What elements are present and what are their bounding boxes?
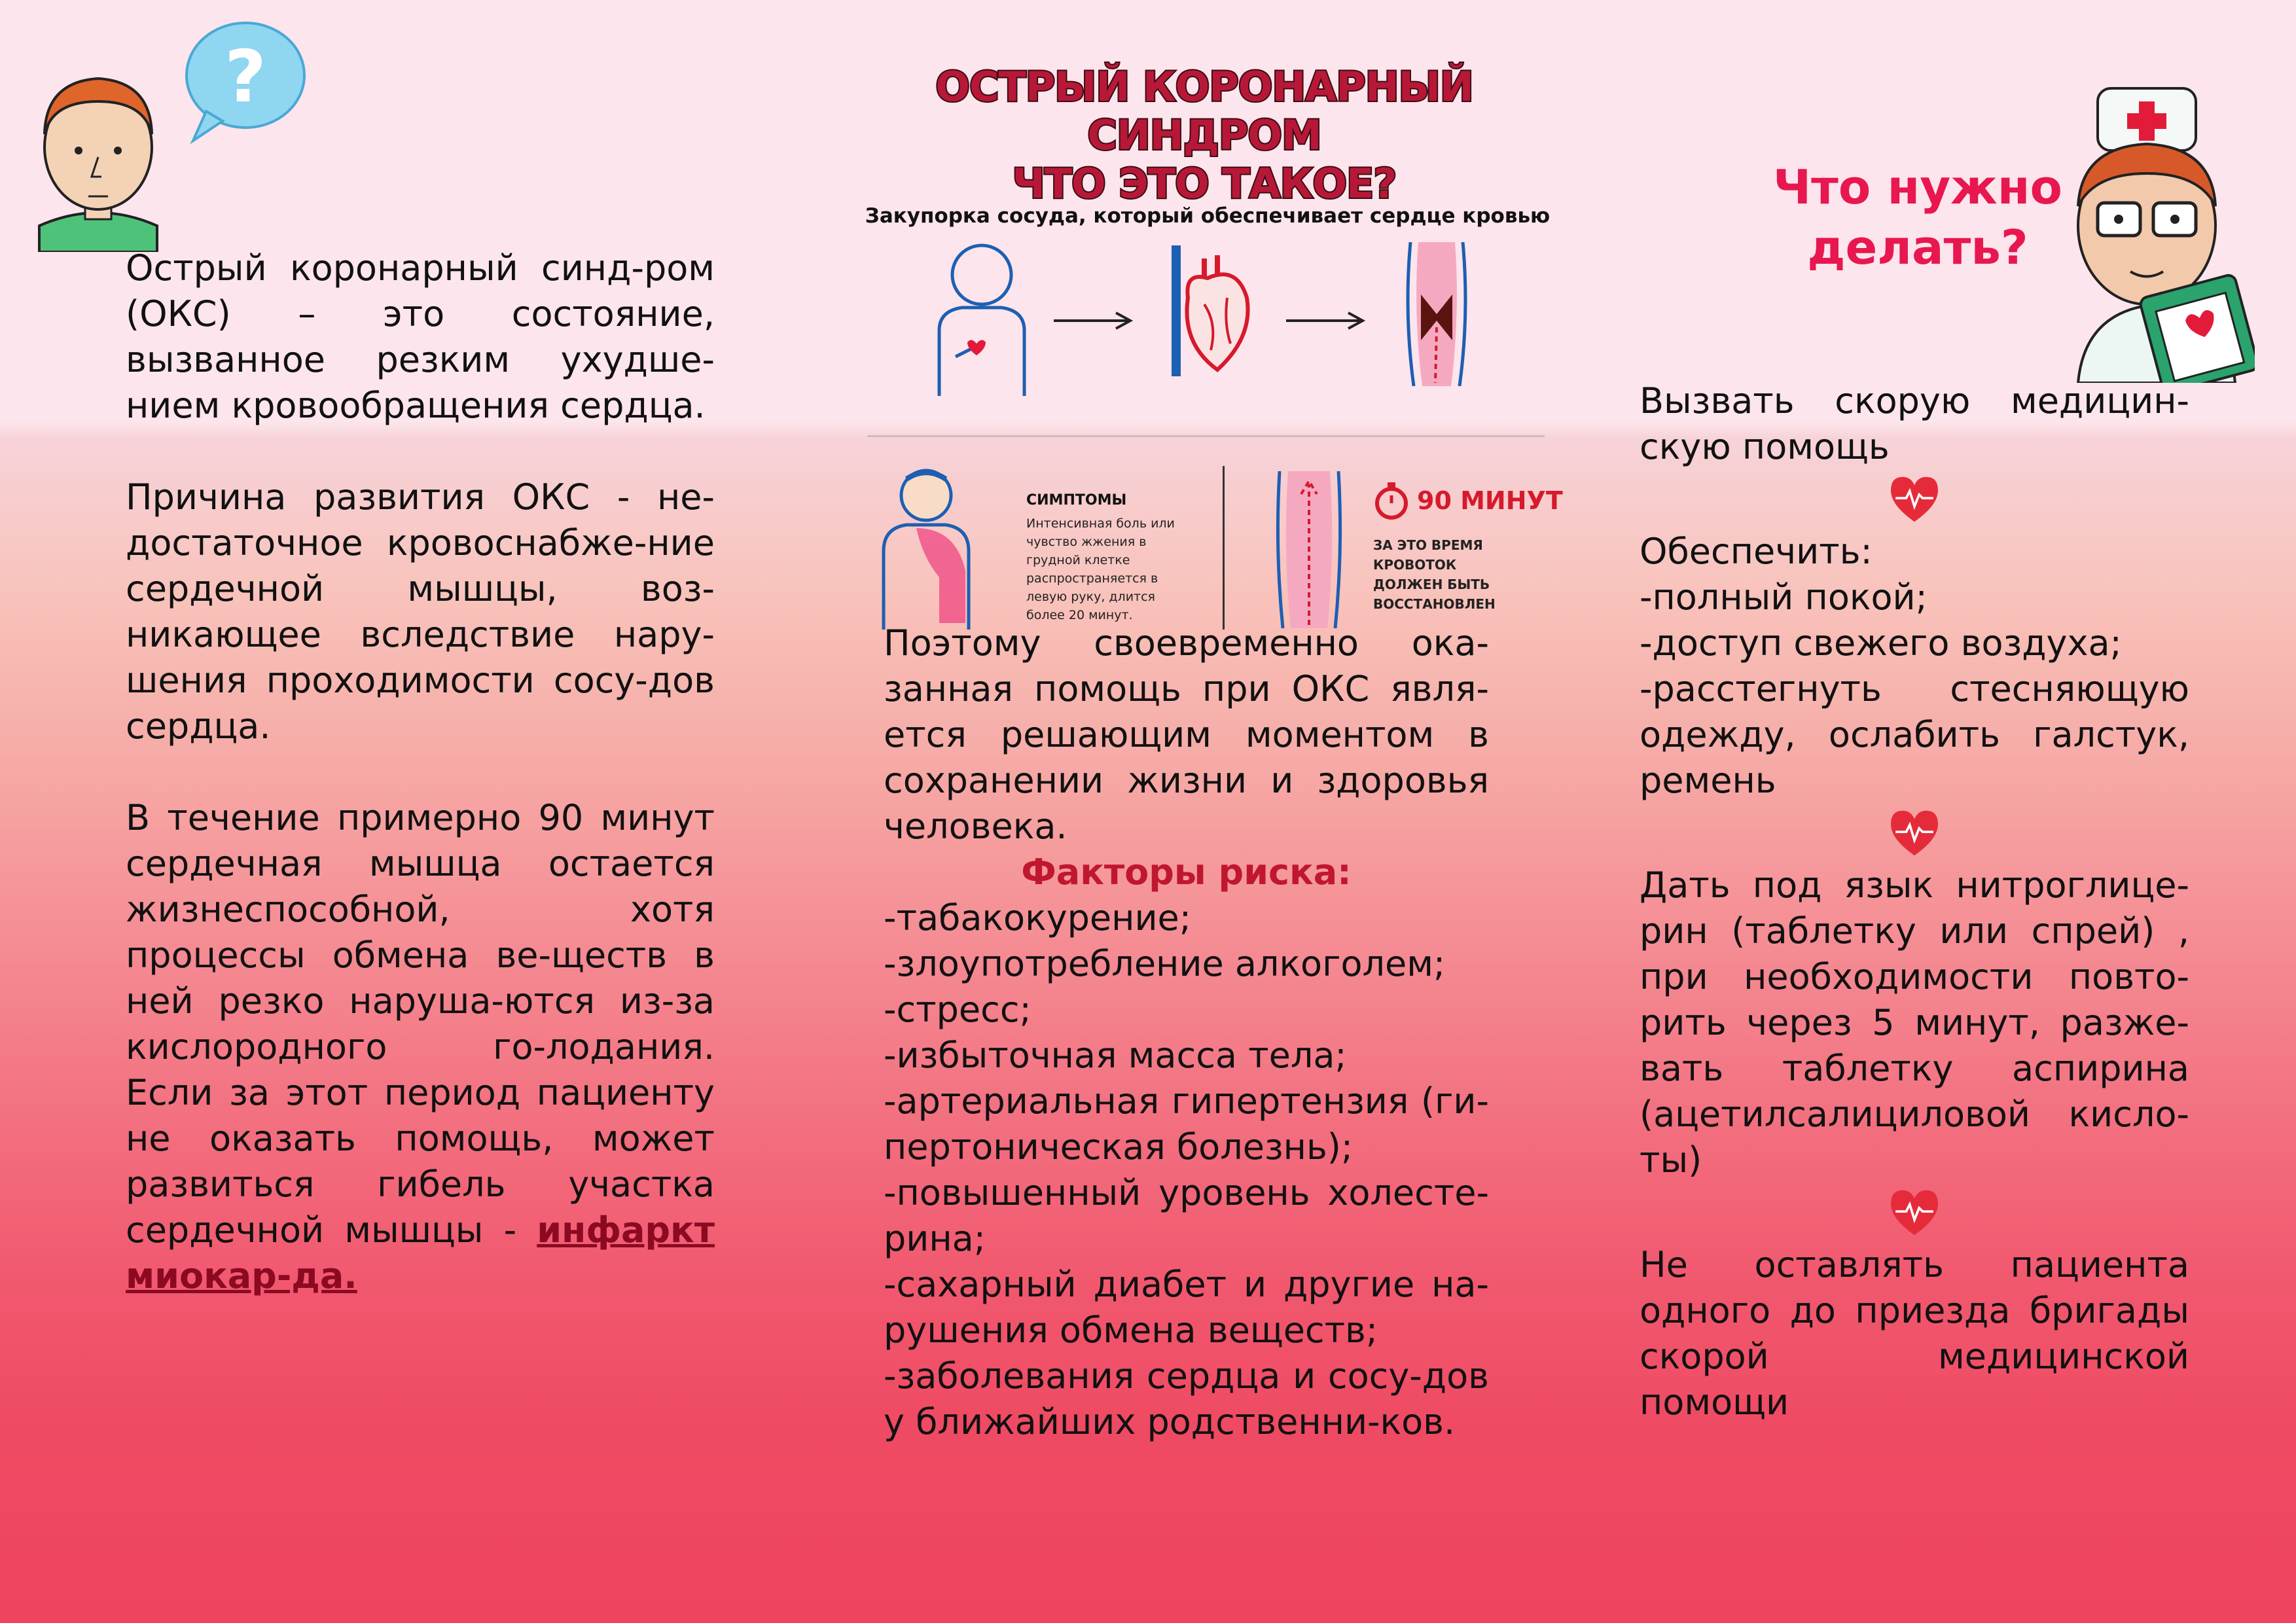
stopwatch-icon xyxy=(1373,481,1410,520)
timeframe-paragraph: В течение примерно 90 минут сердечная мышца остается жизнеспособной, хотя процессы обмена ве-ществ в ней резко наруша-ются из-за кислородного го-лодания. Если за этот период пациенту не оказать помощь, может развиться гибель участка сердечной мышцы - инфаркт миокар-да. xyxy=(126,797,715,1296)
risk-item: -табакокурение; xyxy=(884,897,1191,938)
risk-list xyxy=(884,895,1489,1445)
step-medication: Дать под язык нитроглице-рин (таблетку или спрей) , при необходимости повто-рить через 5 минут, разже-вать таблетку аспирина (ацетилсалициловой кисло-ты) xyxy=(1640,865,2189,1181)
intro-paragraph: Поэтому своевременно ока-занная помощь при ОКС явля-ется решающим моментом в сохранении жизни и здоровья человека. xyxy=(884,622,1489,847)
middle-column xyxy=(884,620,1489,1445)
main-title: ОСТРЫЙ КОРОНАРНЫЙ СИНДРОМ ЧТО ЭТО ТАКОЕ? xyxy=(935,63,1473,207)
thinking-person-icon xyxy=(26,10,308,252)
arrow-right-icon-2 xyxy=(1283,308,1368,334)
risk-item: -заболевания сердца и сосу-дов у ближайших родственни-ков. xyxy=(884,1355,1489,1442)
doctor-icon xyxy=(2058,75,2255,383)
symptoms-text: Интенсивная боль или чувство жжения в грудной клетке распространяется в левую руку, длится более 20 минут. xyxy=(1026,516,1175,622)
vertical-divider xyxy=(1223,466,1225,630)
step-call-ambulance: Вызвать скорую медицин-скую помощь xyxy=(1640,380,2189,467)
heart-organ-icon xyxy=(1165,239,1257,383)
svg-text:?: ? xyxy=(224,35,266,118)
step-ensure-title: Обеспечить: xyxy=(1640,531,1873,572)
definition-paragraph: Острый коронарный синд-ром (ОКС) – это состояние, вызванное резким ухудше-нием кровообращения сердца. xyxy=(126,247,715,426)
minutes-label: 90 МИНУТ xyxy=(1417,486,1563,515)
risk-item: -повышенный уровень холесте-рина; xyxy=(884,1172,1489,1259)
step-ensure-item: -полный покой; xyxy=(1640,577,1928,618)
heart-pulse-icon xyxy=(1885,470,1944,529)
heart-pulse-icon xyxy=(1885,804,1944,863)
what-to-do-title: Что нужно делать? xyxy=(1773,160,2062,275)
step-ensure-item: -доступ свежего воздуха; xyxy=(1640,622,2122,664)
infarction-link[interactable]: инфаркт миокар-да. xyxy=(126,1209,715,1296)
step-ensure-item: -расстегнуть стесняющую одежду, ослабить галстук, ремень xyxy=(1640,668,2189,801)
blocked-vessel-icon xyxy=(1397,242,1476,386)
step-stay-with-patient: Не оставлять пациента одного до приезда бригады скорой медицинской помощи xyxy=(1640,1244,2189,1423)
minutes-text: ЗА ЭТО ВРЕМЯ КРОВОТОК ДОЛЖЕН БЫТЬ ВОССТАНОВЛЕН xyxy=(1373,537,1496,612)
divider-line xyxy=(867,435,1545,437)
heart-pulse-icon xyxy=(1885,1183,1944,1242)
risk-item: -стресс; xyxy=(884,989,1031,1030)
risk-item: -артериальная гипертензия (ги-пертоническая болезнь); xyxy=(884,1080,1489,1168)
subtitle: Закупорка сосуда, который обеспечивает сердце кровью xyxy=(865,204,1551,228)
cause-paragraph: Причина развития ОКС - не-достаточное кровоснабже-ние сердечной мышцы, воз-никающее вследствие нару-шения проходимости сосу-дов сердца. xyxy=(126,476,715,747)
risk-item: -избыточная масса тела; xyxy=(884,1035,1347,1076)
symptoms-person-icon xyxy=(877,466,982,630)
risk-item: -сахарный диабет и другие на-рушения обмена веществ; xyxy=(884,1264,1489,1351)
patient-chest-pain-icon xyxy=(929,239,1034,396)
arrow-right-icon xyxy=(1050,308,1136,334)
risk-factors-title: Факторы риска: xyxy=(1021,851,1352,893)
left-column xyxy=(126,245,715,1345)
symptoms-title: СИМПТОМЫ xyxy=(1026,492,1127,508)
risk-item: -злоупотребление алкоголем; xyxy=(884,943,1446,984)
right-column xyxy=(1640,378,2189,1425)
vessel-flow-icon xyxy=(1270,471,1348,628)
